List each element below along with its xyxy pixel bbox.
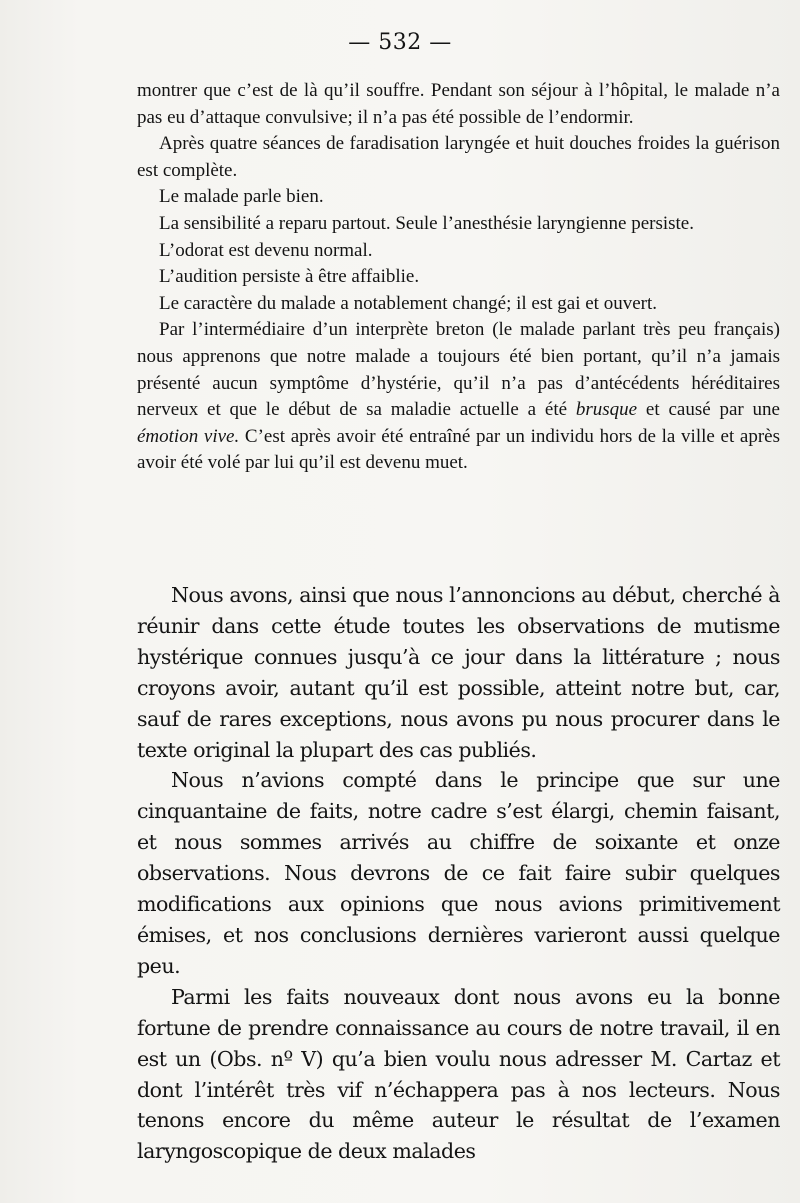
main-text xyxy=(137,580,780,1167)
observation-paragraph: L’audition persiste à être affaiblie. xyxy=(159,266,420,288)
italic-term: émotion vive. xyxy=(137,425,240,447)
italic-term: brusque xyxy=(575,399,638,421)
page-number: — 532 — xyxy=(348,30,452,55)
observation-paragraph: L’odorat est devenu normal. xyxy=(159,239,373,261)
observation-text xyxy=(137,78,780,477)
observation-paragraph xyxy=(137,317,780,477)
observation-paragraph: La sensibilité a reparu partout. Seule l’anesthésie laryngienne persiste. xyxy=(159,212,694,234)
observation-paragraph: Le malade parle bien. xyxy=(159,186,324,208)
observation-paragraph: Après quatre séances de faradisation laryngée et huit douches froides la guérison est complète. xyxy=(137,133,780,181)
text-run: et causé par une xyxy=(637,399,780,421)
observation-paragraph: Le caractère du malade a notablement changé; il est gai et ouvert. xyxy=(159,292,657,314)
text-run: C’est après avoir été entraîné par un individu hors de la ville et après avoir été volé par lui qu’il est devenu muet. xyxy=(137,425,780,474)
body-paragraph: Nous avons, ainsi que nous l’annoncions au début, cherché à réunir dans cette étude toutes les observations de mutisme hystérique connues jusqu’à ce jour dans la littérature ; nous croyons avoir, autant qu’il est possible, atteint notre but, car, sauf de rares exceptions, nous avons pu nous procurer dans le texte original la plupart des cas publiés. xyxy=(137,583,780,762)
body-paragraph: Nous n’avions compté dans le principe que sur une cinquantaine de faits, notre cadre s’est élargi, chemin faisant, et nous sommes arrivés au chiffre de soixante et onze observations. Nous devrons de ce fait faire subir quelques modifications aux opinions que nous avions primitivement émises, et nos conclusions dernières varieront aussi quelque peu. xyxy=(137,768,780,978)
text-run: Par l’intermédiaire d’un interprète breton (le malade parlant très peu français) nous apprenons que notre malade a toujours été bien portant, qu’il n’a jamais présenté aucun symptôme d’hystérie, qu’il n’a pas d’antécédents héréditaires nerveux et que le début de sa maladie actuelle a été xyxy=(137,319,780,421)
body-paragraph: Parmi les faits nouveaux dont nous avons eu la bonne fortune de prendre connaissance au cours de notre travail, il en est un (Obs. nº V) qu’a bien voulu nous adresser M. Cartaz et dont l’intérêt très vif n’échappera pas à nos lecteurs. Nous tenons encore du même auteur le résultat de l’examen laryngoscopique de deux malades xyxy=(137,984,780,1164)
observation-paragraph: montrer que c’est de là qu’il souffre. Pendant son séjour à l’hôpital, le malade n’a pas eu d’attaque convulsive; il n’a pas été possible de l’endormir. xyxy=(137,80,780,128)
